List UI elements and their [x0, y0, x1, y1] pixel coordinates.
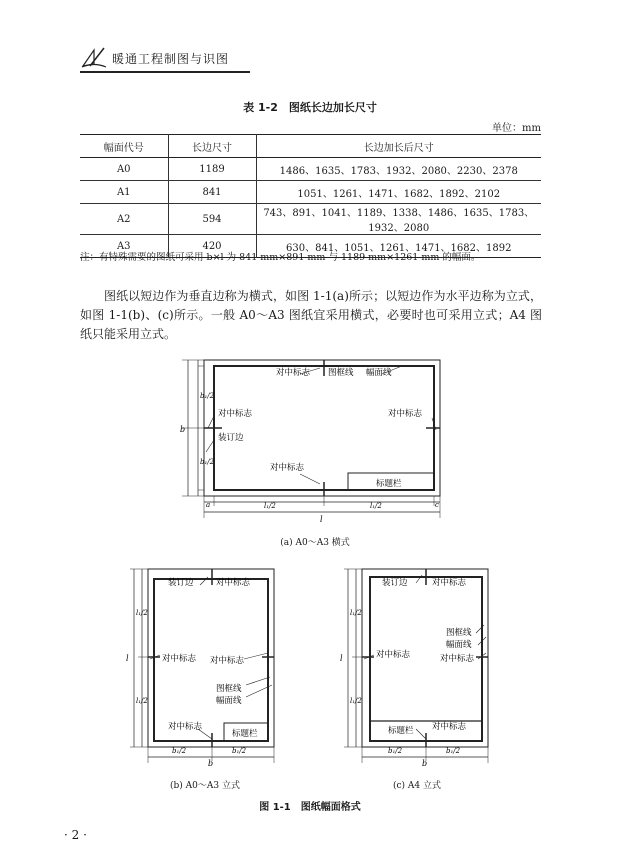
- label-binding-edge: 装订边: [168, 578, 194, 588]
- subcaption-a: (a) A0～A3 横式: [280, 538, 350, 548]
- paragraph-text: 图纸以短边作为垂直边称为横式，如图 1-1(a)所示；以短边作为水平边称为立式，如图 1-1(b)、(c)所示。一般 A0～A3 图纸宜采用横式，必要时也可采用立式；A4 图纸只能采用立式。: [80, 289, 542, 341]
- dim-l1-half: l₁/2: [264, 502, 276, 510]
- dim-l: l: [126, 654, 129, 663]
- label-center-mark: 对中标志: [270, 463, 305, 473]
- table-cell: 1486、1635、1783、1932、2080、2230、2378: [256, 158, 541, 181]
- table-row: [80, 204, 541, 235]
- label-center-mark: 对中标志: [388, 409, 423, 419]
- running-header-title: 暖通工程制图与识图: [112, 52, 230, 66]
- dim-b: b: [422, 759, 428, 767]
- figure-c-a4-portrait: [332, 563, 502, 767]
- table-note: 注：有特殊需要的图纸可采用 b×l 为 841 mm×891 mm 与 1189 mm×1261 mm 的幅面。: [80, 252, 481, 263]
- label-center-mark: 对中标志: [432, 722, 467, 732]
- label-center-mark: 对中标志: [210, 656, 245, 666]
- label-center-mark: 对中标志: [216, 578, 251, 588]
- dim-l1-half: l₁/2: [136, 697, 148, 705]
- table-unit: 单位：mm: [492, 123, 541, 134]
- dim-l1-half: l₁/2: [370, 502, 382, 510]
- table-caption: 表 1-2 图纸长边加长尺寸: [243, 101, 377, 114]
- label-title-block: 标题栏: [232, 729, 258, 739]
- dim-l1-half: l₁/2: [350, 609, 362, 617]
- table-cell: 1189: [168, 158, 256, 181]
- label-binding-edge: 装订边: [382, 578, 408, 588]
- table-cell: 420: [168, 235, 256, 258]
- label-center-mark: 对中标志: [168, 722, 203, 732]
- table-header-row: [80, 135, 541, 158]
- sheet-boundary: [204, 360, 440, 496]
- dim-b: b: [208, 759, 214, 767]
- label-binding-edge: 装订边: [218, 433, 244, 443]
- label-sheet-line: 幅面线: [216, 696, 242, 706]
- table-row: [80, 181, 541, 204]
- header-rule: [80, 71, 250, 73]
- drawing-frame: [214, 366, 434, 490]
- table-cell: 841: [168, 181, 256, 204]
- dim-b1-half: b₁/2: [200, 458, 215, 466]
- book-logo-icon: [80, 44, 108, 70]
- page-number: · 2 ·: [64, 828, 87, 842]
- label-center-mark: 对中标志: [218, 409, 253, 419]
- table-cell: 743、891、1041、1189、1338、1486、1635、1783、1932、2080: [256, 204, 541, 235]
- dim-l: l: [340, 654, 343, 663]
- dim-l1-half: l₁/2: [350, 697, 362, 705]
- subcaption-b: (b) A0～A3 立式: [170, 781, 240, 791]
- figure-b-portrait: [120, 563, 290, 767]
- table-row: [80, 158, 541, 181]
- figure-a-landscape: [170, 356, 460, 526]
- label-frame-line: 图框线: [446, 628, 472, 638]
- table-cell: A1: [116, 186, 131, 198]
- dim-c: c: [435, 501, 439, 509]
- dim-b: b: [180, 425, 186, 434]
- label-center-mark: 对中标志: [376, 650, 411, 660]
- table-cell: 630、841、1051、1261、1471、1682、1892: [256, 235, 541, 258]
- dim-l1-half: l₁/2: [136, 609, 148, 617]
- column-header: 长边尺寸: [168, 135, 256, 158]
- label-center-mark: 对中标志: [162, 654, 197, 664]
- table-cell: A2: [116, 213, 131, 225]
- table-cell: 594: [168, 204, 256, 235]
- label-frame-line: 图框线: [216, 684, 242, 694]
- table-cell: A0: [116, 163, 131, 175]
- label-center-mark: 对中标志: [276, 368, 311, 378]
- body-paragraph: [80, 287, 542, 344]
- dim-b1-half: b₁/2: [200, 392, 215, 400]
- column-header: 幅面代号: [103, 142, 144, 154]
- table-cell: 1051、1261、1471、1682、1892、2102: [256, 181, 541, 204]
- label-center-mark: 对中标志: [440, 654, 475, 664]
- table-cell: A3: [116, 240, 131, 252]
- dim-b1-half: b₁/2: [446, 747, 461, 755]
- label-center-mark: 对中标志: [432, 578, 467, 588]
- dim-b1-half: b₁/2: [388, 747, 403, 755]
- figure-caption: 图 1-1 图纸幅面格式: [259, 802, 361, 813]
- column-header: 长边加长后尺寸: [256, 135, 541, 158]
- label-title-block: 标题栏: [388, 726, 414, 736]
- dim-l: l: [320, 515, 323, 524]
- label-sheet-line: 幅面线: [446, 640, 472, 650]
- dim-b1-half: b₁/2: [232, 747, 247, 755]
- subcaption-c: (c) A4 立式: [392, 781, 441, 791]
- dim-b1-half: b₁/2: [172, 747, 187, 755]
- label-frame-line: 图框线: [328, 368, 354, 378]
- size-table: [80, 134, 541, 258]
- label-sheet-line: 幅面线: [366, 368, 392, 378]
- label-title-block: 标题栏: [376, 479, 402, 489]
- dim-a: a: [206, 501, 211, 509]
